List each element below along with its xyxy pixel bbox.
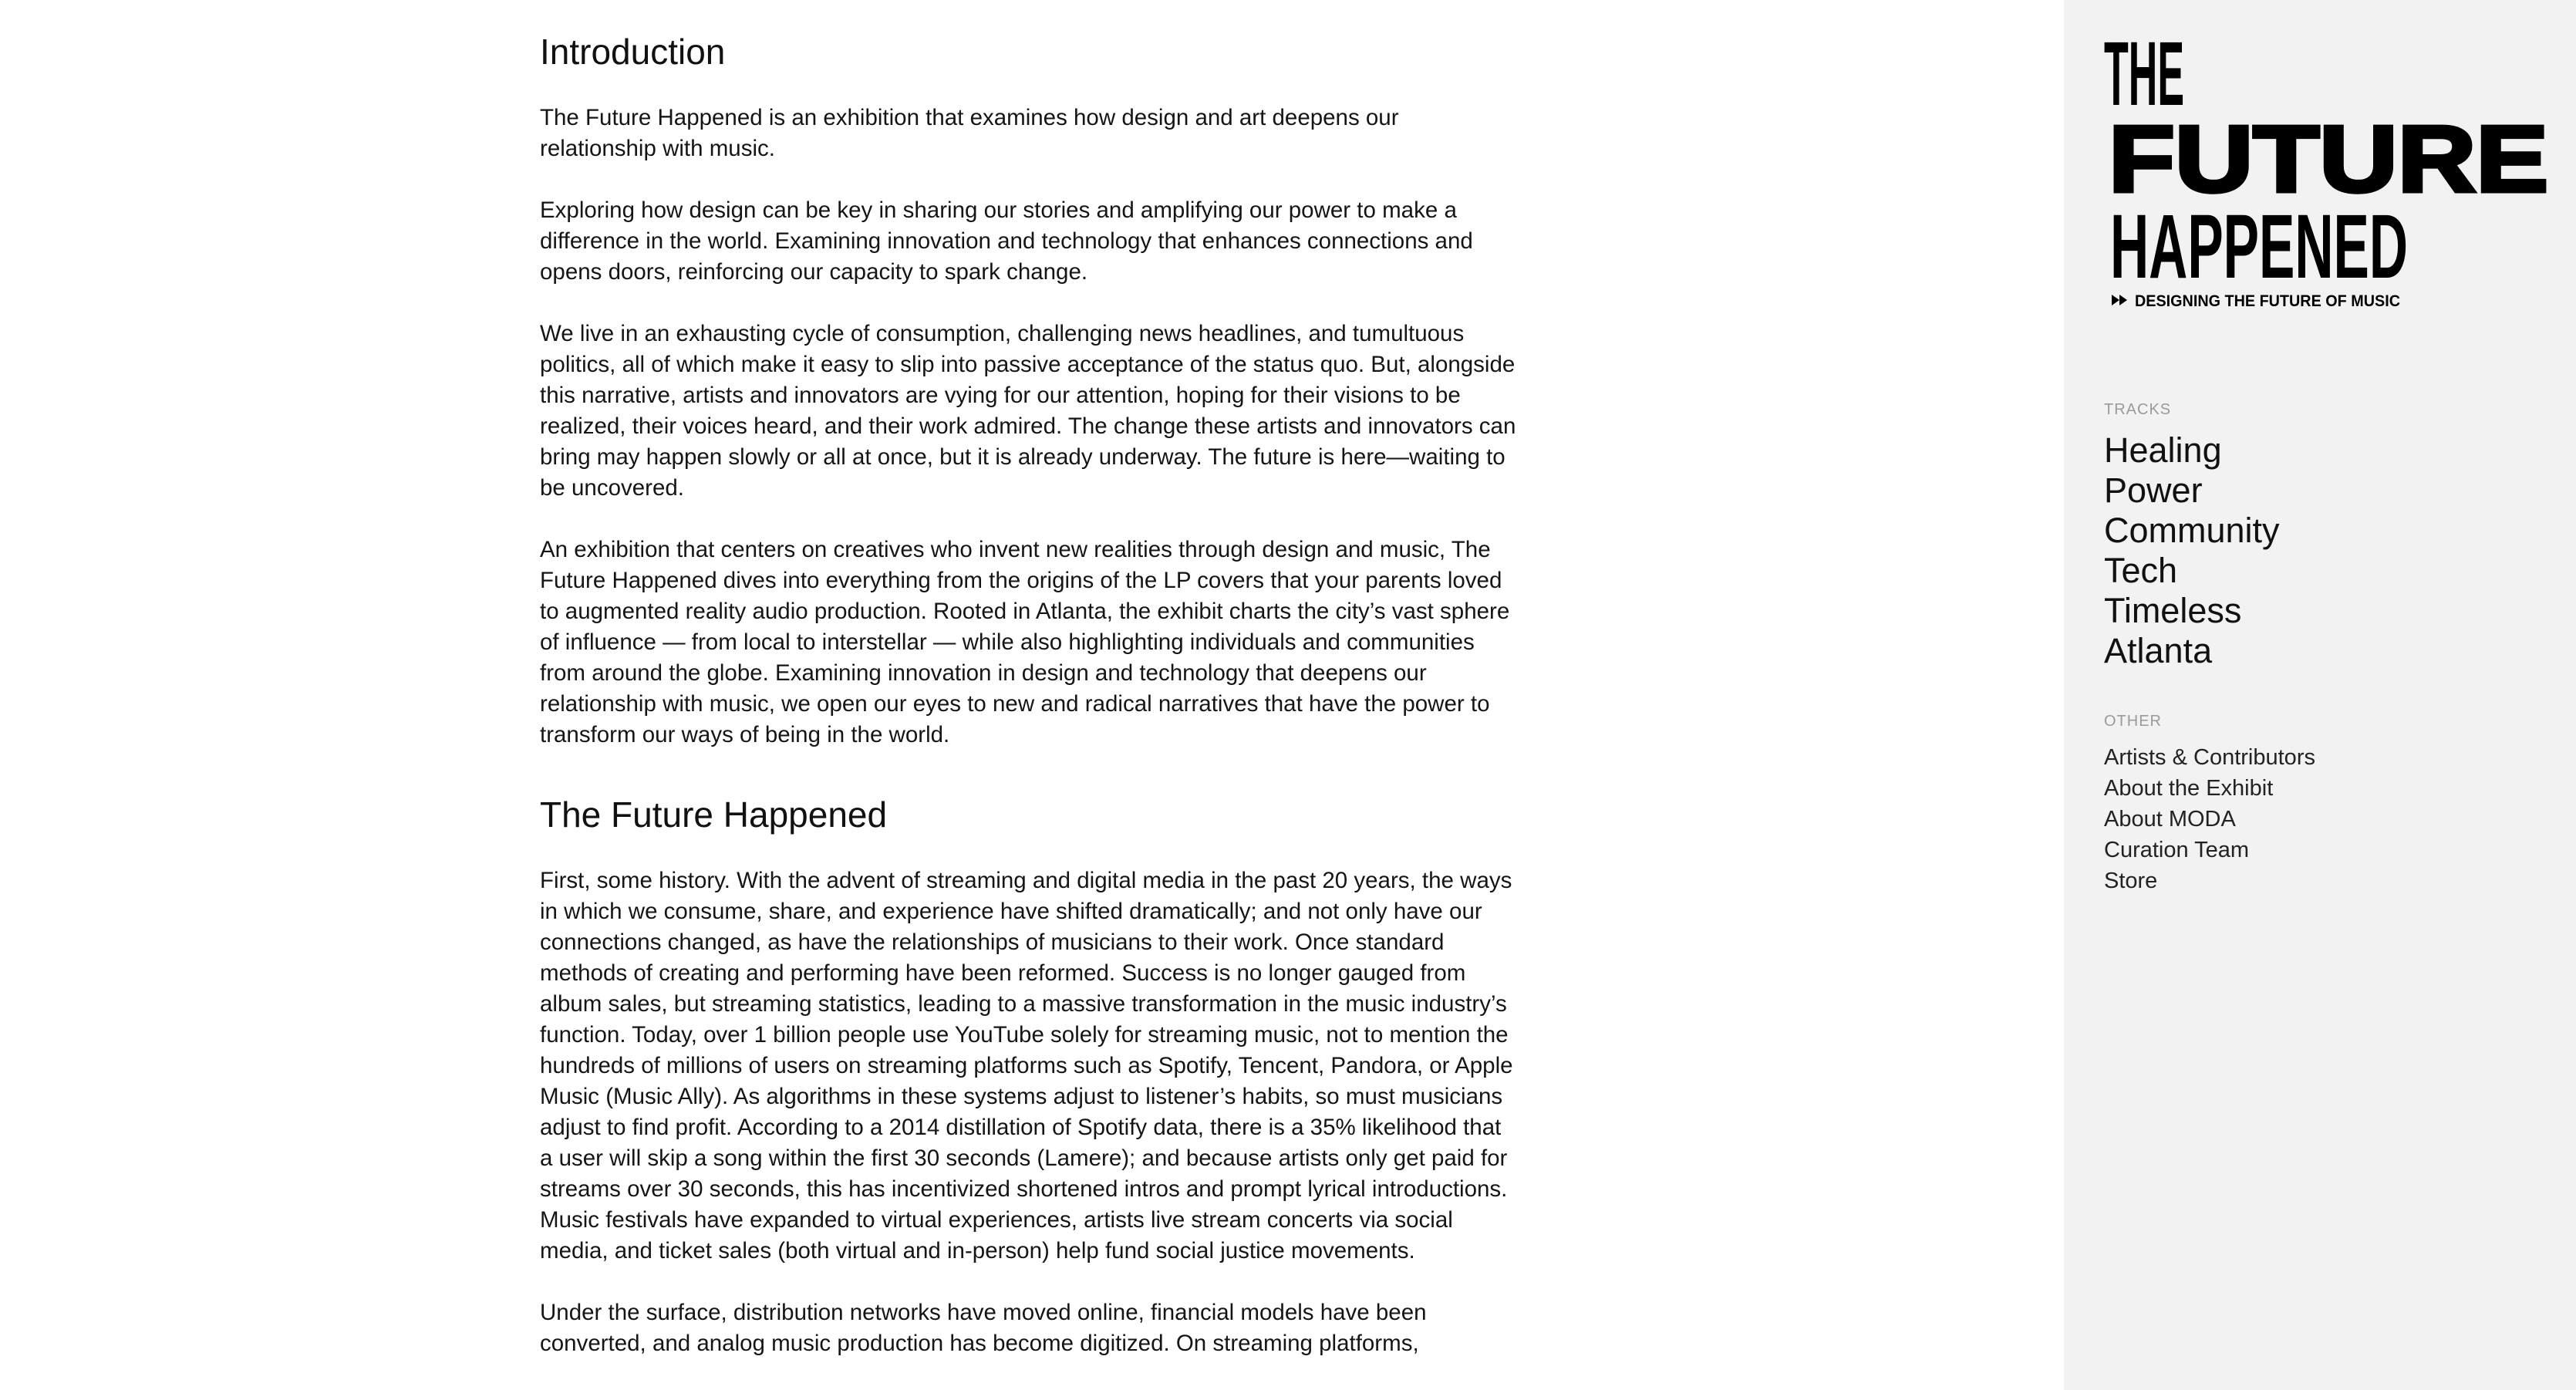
intro-paragraph-1: The Future Happened is an exhibition that examines how design and art deepens our relationship with music. bbox=[540, 105, 1399, 162]
track-link-atlanta[interactable]: Atlanta bbox=[2104, 631, 2213, 670]
article bbox=[540, 31, 1519, 1390]
link-artists-contributors[interactable]: Artists & Contributors bbox=[2104, 745, 2315, 770]
link-about-moda[interactable]: About MODA bbox=[2104, 807, 2236, 832]
logo-line-happened: HAPPENED bbox=[2110, 196, 2408, 298]
future-happened-heading: The Future Happened bbox=[540, 795, 888, 835]
intro-paragraph-4: An exhibition that centers on creatives who invent new realities through design and music, The Future Happened dives into everything from the origins of the LP covers that your parents loved to augmented reality audio production. Rooted in Atlanta, the exhibit charts the city’s vast sphere of influence — from local to interstellar — while also highlighting individuals and communities from around the globe. Examining innovation in design and technology that deepens our relationship with music, we open our eyes to new and radical narratives that have the power to transform our ways of being in the world. bbox=[540, 537, 1510, 748]
logo-line-future: FUTURE bbox=[2109, 106, 2548, 211]
tracks-list bbox=[2104, 430, 2280, 671]
track-link-tech[interactable]: Tech bbox=[2104, 551, 2178, 590]
history-paragraph-2: Under the surface, distribution networks have moved online, financial models have been converted, and analog music production has become digitized. On streaming platforms, bbox=[540, 1300, 1427, 1357]
logo-line-the: THE bbox=[2104, 29, 2184, 125]
track-link-power[interactable]: Power bbox=[2104, 471, 2203, 510]
intro-paragraph-2: Exploring how design can be key in sharing our stories and amplifying our power to make a difference in the world. Examining innovation and technology that enhances connections and opens doors, reinforcing our capacity to spark change. bbox=[540, 197, 1473, 285]
other-label: OTHER bbox=[2104, 713, 2162, 730]
track-link-healing[interactable]: Healing bbox=[2104, 430, 2222, 470]
other-links-list bbox=[2104, 742, 2315, 896]
track-link-timeless[interactable]: Timeless bbox=[2104, 591, 2242, 630]
track-link-community[interactable]: Community bbox=[2104, 511, 2280, 550]
link-curation-team[interactable]: Curation Team bbox=[2104, 838, 2250, 862]
logo-tagline: DESIGNING THE FUTURE OF MUSIC bbox=[2135, 292, 2400, 310]
tracks-label: TRACKS bbox=[2104, 401, 2172, 418]
link-about-exhibit[interactable]: About the Exhibit bbox=[2104, 776, 2274, 801]
sidebar bbox=[2064, 0, 2576, 1390]
history-paragraph-1: First, some history. With the advent of streaming and digital media in the past 20 years, the ways in which we consume, share, and experience have shifted dramatically; and not only have our connections changed, as have the relationships of musicians to their work. Once standard methods of creating and performing have been reformed. Success is no longer gauged from album sales, but streaming statistics, leading to a massive transformation in the music industry’s function. Today, over 1 billion people use YouTube solely for streaming music, not to mention the hundreds of millions of users on streaming platforms such as Spotify, Tencent, Pandora, or Apple Music (Music Ally). As algorithms in these systems adjust to listener’s habits, so must musicians adjust to find profit. According to a 2014 distillation of Spotify data, there is a 35% likelihood that a user will skip a song within the first 30 seconds (Lamere); and because artists only get paid for streams over 30 seconds, this has incentivized shortened intros and prompt lyrical introductions. Music festivals have expanded to virtual experiences, artists live stream concerts via social media, and ticket sales (both virtual and in-person) help fund social justice movements. bbox=[540, 868, 1513, 1264]
introduction-heading: Introduction bbox=[540, 32, 726, 72]
site-logo[interactable] bbox=[2104, 29, 2551, 315]
intro-paragraph-3: We live in an exhausting cycle of consumption, challenging news headlines, and tumultuous politics, all of which make it easy to slip into passive acceptance of the status quo. But, alongside this narrative, artists and innovators are vying for our attention, hoping for their visions to be realized, their voices heard, and their work admired. The change these artists and innovators can bring may happen slowly or all at once, but it is already underway. The future is here—waiting to be uncovered. bbox=[540, 321, 1516, 501]
link-store[interactable]: Store bbox=[2104, 869, 2158, 893]
